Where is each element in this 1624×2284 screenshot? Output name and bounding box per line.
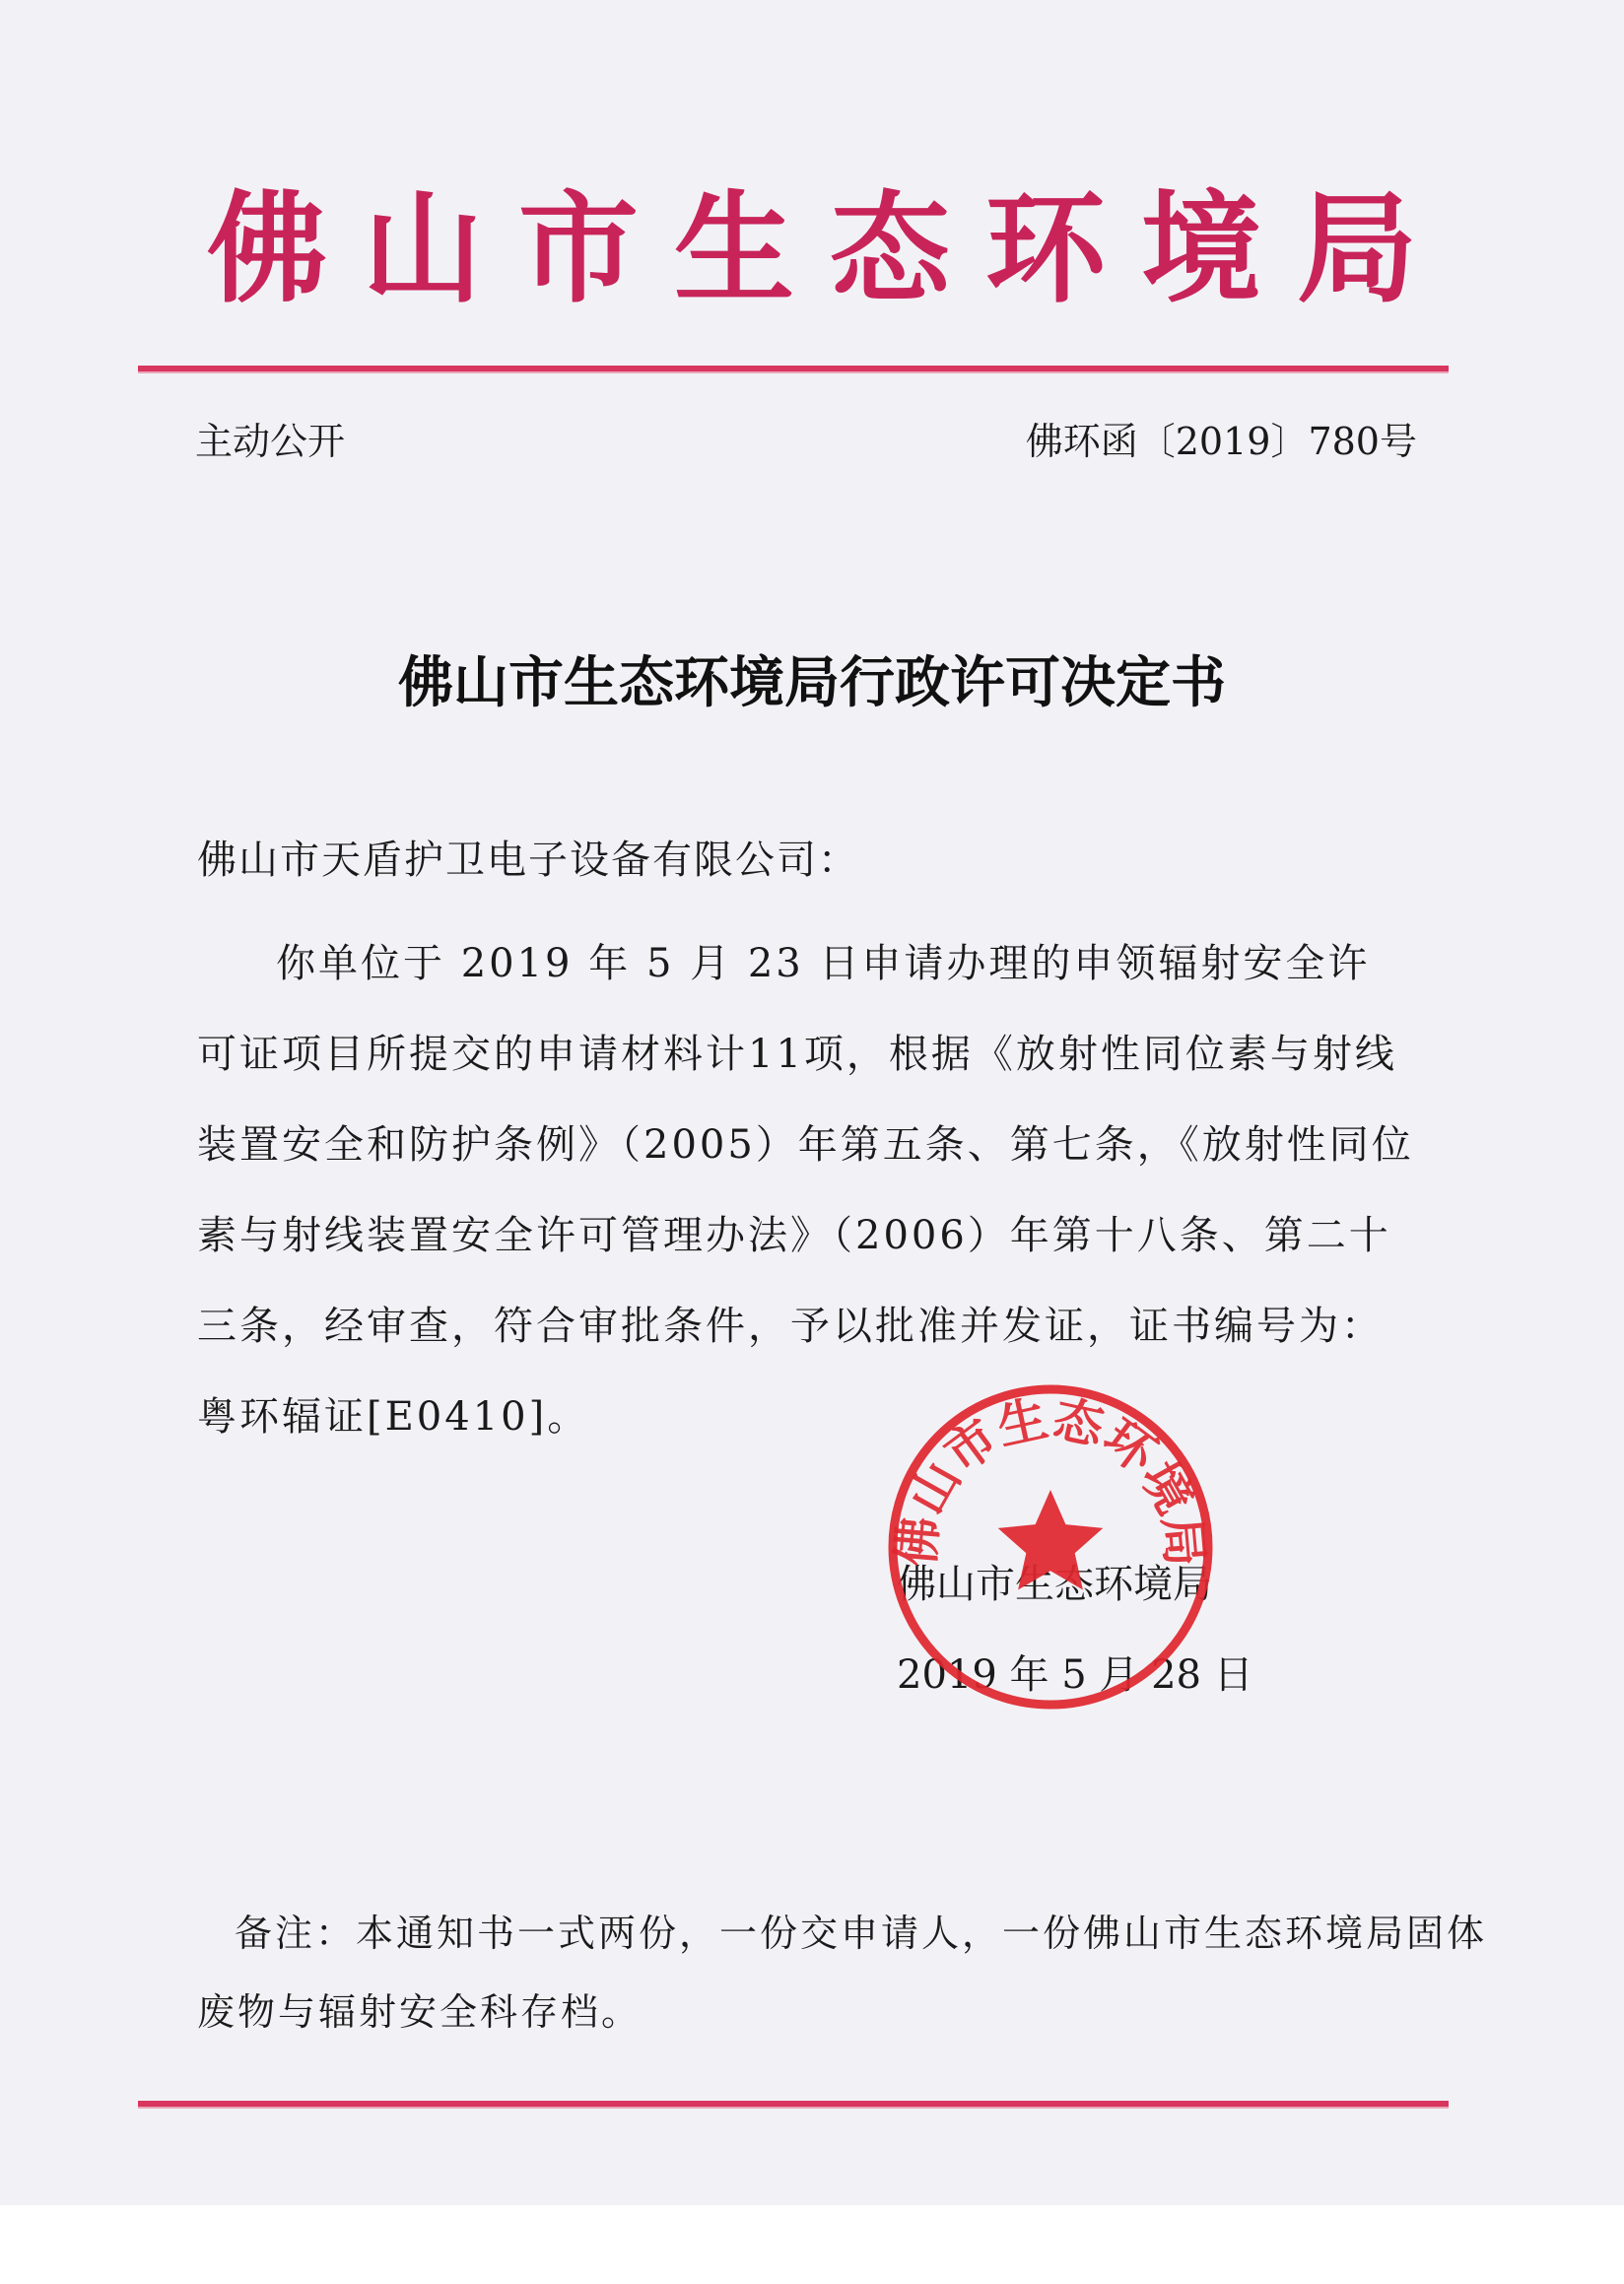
note-line: 备注：本通知书一式两份，一份交申请人，一份佛山市生态环境局固体: [235, 1912, 1488, 1955]
letterhead-rule: [138, 366, 1449, 373]
body-line: 可证项目所提交的申请材料计11项，根据《放射性同位素与射线: [197, 1032, 1397, 1077]
addressee: 佛山市天盾护卫电子设备有限公司：: [197, 838, 859, 883]
body-line: 你单位于 2019 年 5 月 23 日申请办理的申领辐射安全许: [276, 941, 1371, 986]
footer-rule: [138, 2101, 1449, 2109]
remarks-note: [197, 1894, 1488, 2051]
disclosure-label: 主动公开: [195, 420, 346, 463]
agency-letterhead: 佛山市生态环境局: [207, 179, 1453, 319]
body-paragraph: [197, 918, 1414, 1462]
body-line: 粤环辐证[E0410]。: [197, 1394, 590, 1440]
body-line: 素与射线装置安全许可管理办法》（2006）年第十八条、第二十: [197, 1213, 1391, 1258]
official-seal: [883, 1379, 1218, 1714]
seal-text: 佛山市生态环境局: [887, 1389, 1214, 1569]
seal-star-icon: [998, 1490, 1104, 1590]
document-number: 佛环函〔2019〕780号: [1025, 420, 1417, 463]
signature-date: 2019 年 5 月 28 日: [897, 1652, 1253, 1698]
document-title: 佛山市生态环境局行政许可决定书: [398, 651, 1226, 715]
note-line: 废物与辐射安全科存档。: [197, 1990, 643, 2034]
body-line: 三条，经审查，符合审批条件，予以批准并发证，证书编号为：: [197, 1304, 1384, 1349]
signature-org: 佛山市生态环境局: [897, 1562, 1212, 1607]
body-line: 装置安全和防护条例》（2005）年第五条、第七条，《放射性同位: [197, 1122, 1414, 1168]
